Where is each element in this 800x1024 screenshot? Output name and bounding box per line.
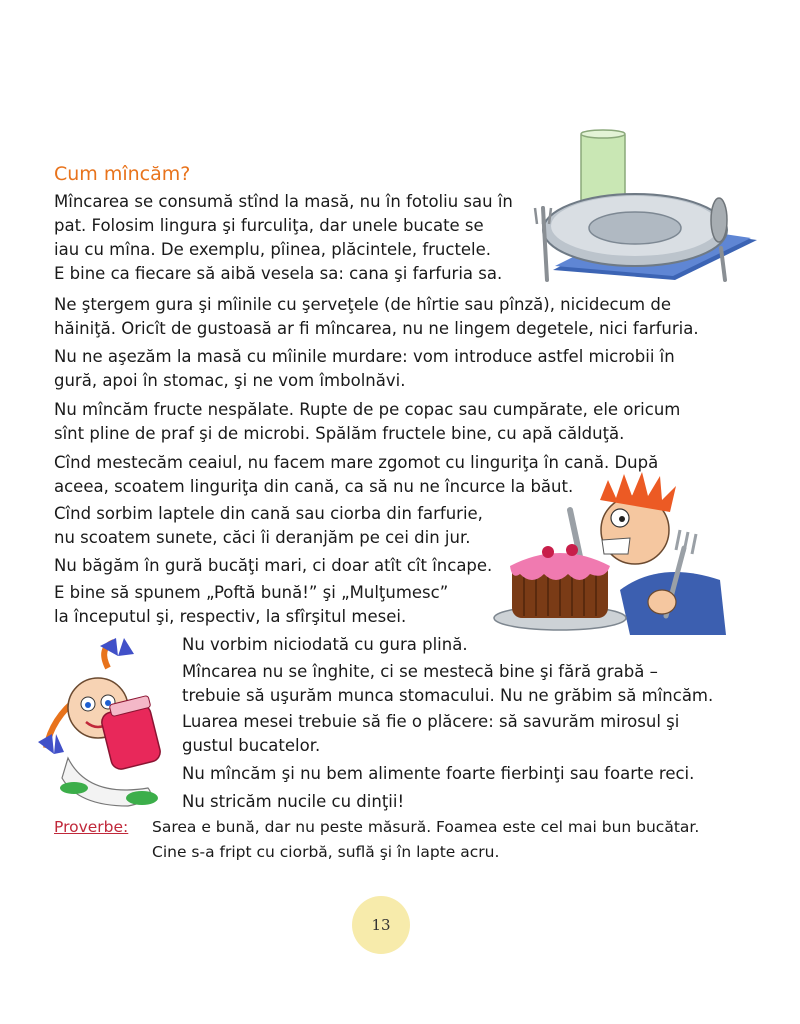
text-line: Nu ne aşezăm la masă cu mîinile murdare: vom introduce astfel microbii în <box>54 347 675 366</box>
text-line: aceea, scoatem linguriţa din cană, ca să nu ne încurce la băut. <box>54 477 574 496</box>
text-line: Cînd mestecăm ceaiul, nu facem mare zgomot cu linguriţa în cană. După <box>54 453 659 472</box>
text-line: nu scoatem sunete, căci îi deranjăm pe cei din jur. <box>54 528 471 547</box>
proverbs-label: Proverbe: <box>54 818 129 836</box>
table-setting-illustration <box>525 130 765 290</box>
text-line: Nu băgăm în gură bucăţi mari, ci doar atît cît încape. <box>54 556 493 575</box>
text-line: hăiniţă. Oricît de gustoasă ar fi mîncarea, nu ne lingem degetele, nici farfuria. <box>54 319 699 338</box>
page-number-badge <box>352 896 410 954</box>
text-line: Ne ştergem gura şi mîinile cu şerveţele (de hîrtie sau pînză), nicidecum de <box>54 295 671 314</box>
girl-with-jar-illustration <box>38 638 188 808</box>
text-line: sînt pline de praf şi de microbi. Spălăm fructele bine, cu apă călduţă. <box>54 424 625 443</box>
page-title: Cum mîncăm? <box>54 163 191 185</box>
text-line: E bine să spunem „Poftă bună!” şi „Mulţumesc” <box>54 583 449 602</box>
text-line: Luarea mesei trebuie să fie o plăcere: să savurăm mirosul şi <box>182 712 680 731</box>
proverb-line: Cine s-a fript cu ciorbă, suflă şi în lapte acru. <box>152 843 500 861</box>
text-line: E bine ca fiecare să aibă vesela sa: cana şi farfuria sa. <box>54 264 503 283</box>
text-line: pat. Folosim lingura şi furculiţa, dar unele bucate se <box>54 216 484 235</box>
text-line: trebuie să uşurăm munca stomacului. Nu ne grăbim să mîncăm. <box>182 686 714 705</box>
text-line: Nu vorbim niciodată cu gura plină. <box>182 635 468 654</box>
text-line: la începutul şi, respectiv, la sfîrşitul mesei. <box>54 607 407 626</box>
text-line: Mîncarea nu se înghite, ci se mestecă bine şi fără grabă – <box>182 662 658 681</box>
text-line: gustul bucatelor. <box>182 736 321 755</box>
text-line: Cînd sorbim laptele din cană sau ciorba din farfurie, <box>54 504 483 523</box>
text-line: Mîncarea se consumă stînd la masă, nu în fotoliu sau în <box>54 192 513 211</box>
text-line: Nu mîncăm fructe nespălate. Rupte de pe copac sau cumpărate, ele oricum <box>54 400 681 419</box>
text-line: Nu mîncăm şi nu bem alimente foarte fierbinţi sau foarte reci. <box>182 764 695 783</box>
text-line: Nu stricăm nucile cu dinţii! <box>182 792 405 811</box>
text-line: iau cu mîna. De exemplu, pîinea, plăcintele, fructele. <box>54 240 492 259</box>
text-line: gură, apoi în stomac, şi ne vom îmbolnăvi. <box>54 371 406 390</box>
page-number: 13 <box>371 916 391 934</box>
proverb-line: Sarea e bună, dar nu peste măsură. Foamea este cel mai bun bucătar. <box>152 818 700 836</box>
